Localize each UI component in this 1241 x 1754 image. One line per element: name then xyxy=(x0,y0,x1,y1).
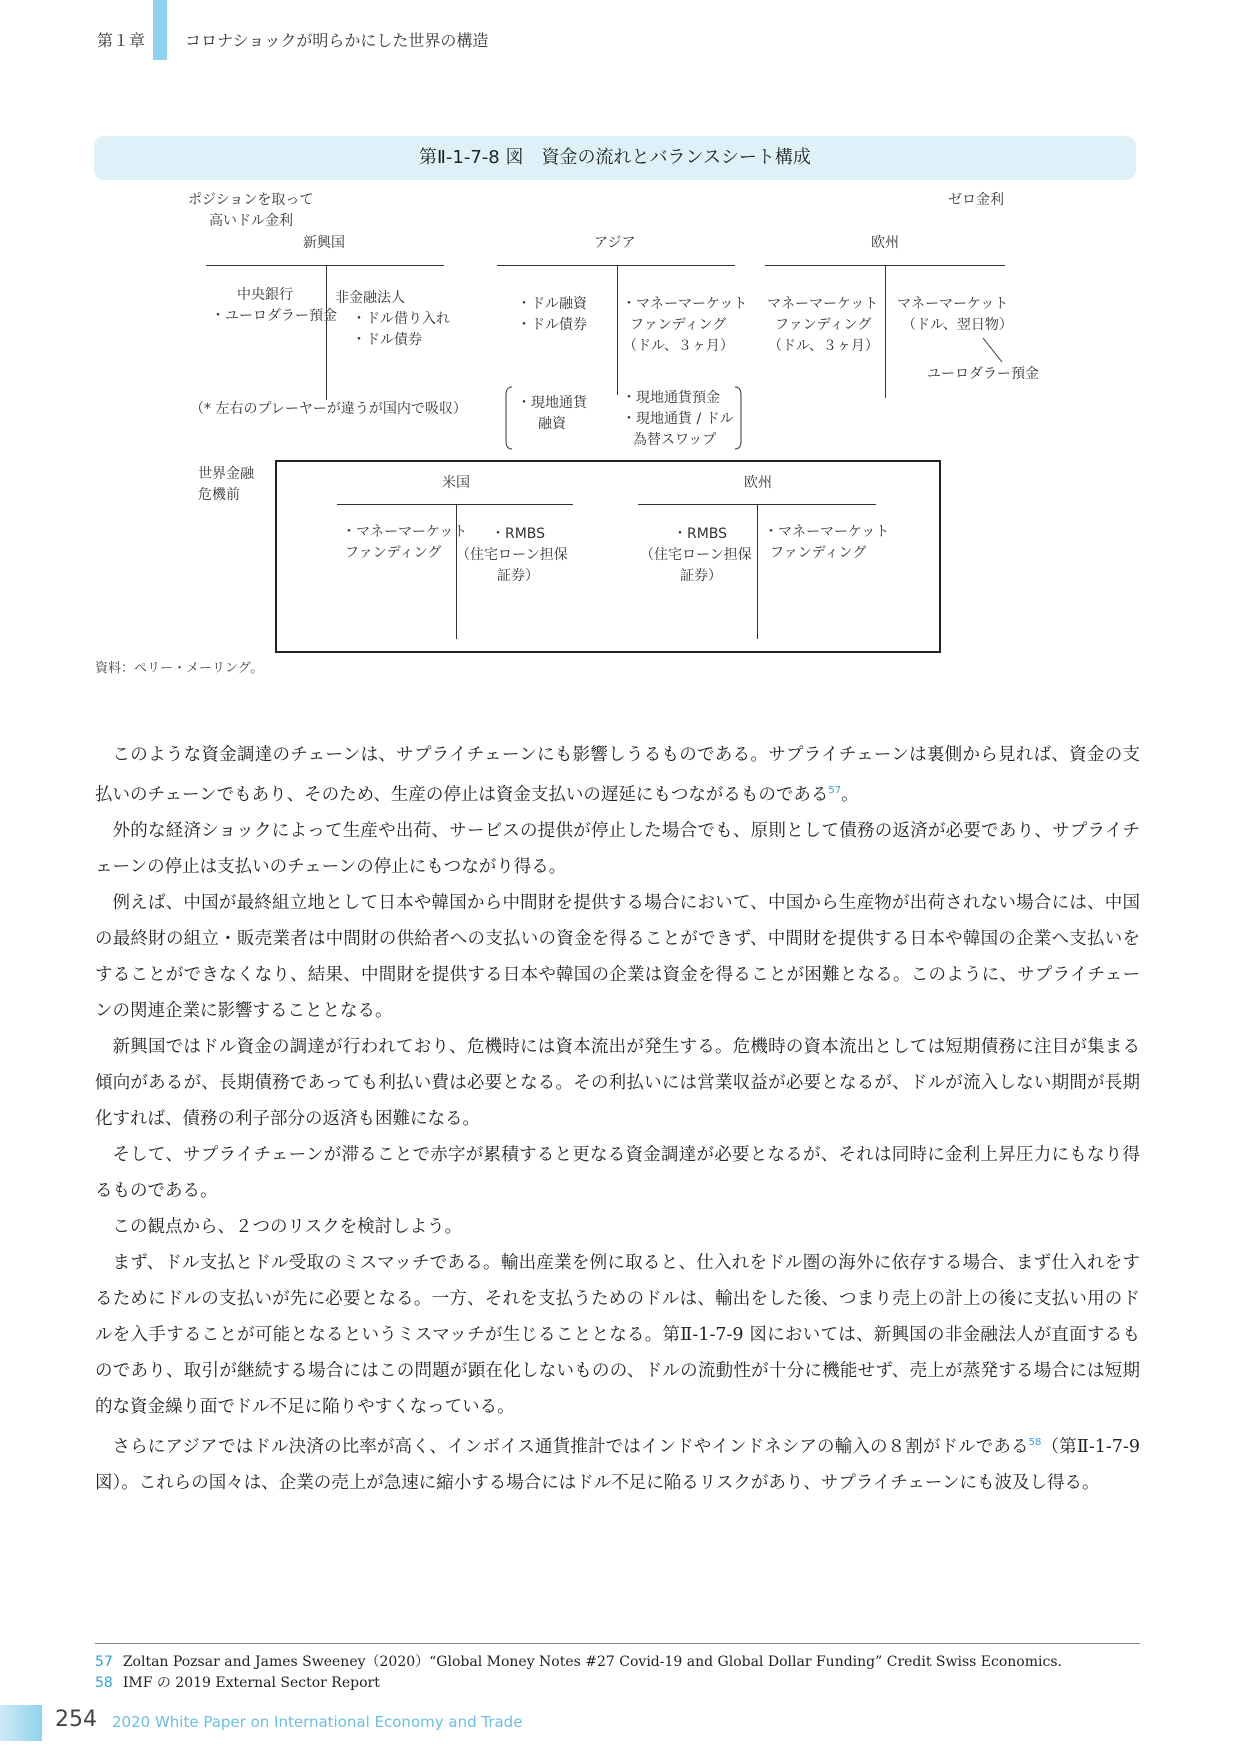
asia-dollar-loans: ・ドル融資 xyxy=(517,296,587,312)
asia-t-line-h xyxy=(497,265,735,266)
us-rmbs-securities: 証券） xyxy=(497,568,539,584)
footnote-text: IMF の 2019 External Sector Report xyxy=(122,1675,380,1691)
emerging-nonfinancial: 非金融法人 xyxy=(335,290,405,306)
paragraph-8 xyxy=(95,1425,1140,1501)
paragraph-6: この観点から、２つのリスクを検討しよう。 xyxy=(112,1216,463,1237)
crisis-label-1: 世界金融 xyxy=(198,466,254,482)
asia-local-deposits: ・現地通貨預金 xyxy=(622,390,720,406)
emerging-note: （* 左右のプレーヤーが違うが国内で吸収） xyxy=(190,401,467,417)
crisis-europe-t-line-v xyxy=(757,504,758,639)
emerging-central-bank: 中央銀行 xyxy=(237,287,293,303)
paragraph-8-text: さらにアジアではドル決済の比率が高く、インボイス通貨推計ではインドやインドネシアの輸入の８割がドルである xyxy=(112,1436,1029,1457)
paragraph-5: そして、サプライチェーンが滞ることで赤字が累積すると更なる資金調達が必要となるが、それは同時に金利上昇圧力にもなり得るものである。 xyxy=(95,1144,1140,1201)
crisis-europe-rmbs-securities: 証券） xyxy=(680,568,722,584)
crisis-europe-money-market: ・マネーマーケット xyxy=(764,524,890,540)
us-rmbs-desc: （住宅ローン担保 xyxy=(456,547,568,563)
asia-dollar-bonds: ・ドル債券 xyxy=(517,317,587,333)
asia-fx-swap: 為替スワップ xyxy=(633,432,717,448)
us-rmbs: ・RMBS xyxy=(491,526,546,542)
us-funding: ファンディング xyxy=(345,545,442,561)
asia-local-currency: ・現地通貨 xyxy=(517,395,587,411)
emerging-t-line-v xyxy=(326,265,327,400)
paragraph-2: 外的な経済ショックによって生産や出荷、サービスの提供が停止した場合でも、原則として債務の返済が必要であり、サプライチェーンの停止は支払いのチェーンの停止にもつながり得る。 xyxy=(95,820,1140,877)
emerging-t-line-h xyxy=(206,265,444,266)
footnote-58 xyxy=(95,1672,380,1692)
asia-region-title: アジア xyxy=(594,235,636,251)
footnote-divider xyxy=(95,1643,1140,1644)
footnote-ref-58[interactable]: 58 xyxy=(1028,1436,1042,1448)
chapter-label: 第１章 xyxy=(97,31,146,50)
us-t-line-h xyxy=(337,504,573,505)
europe-dollar-3m: （ドル、３ヶ月） xyxy=(768,338,879,354)
europe-region-title: 欧州 xyxy=(871,235,899,251)
europe-money-market: マネーマーケット xyxy=(767,296,879,312)
us-region-title: 米国 xyxy=(442,475,470,491)
figure-source: 資料：ペリー・メーリング。 xyxy=(95,661,264,676)
paragraph-1-text: このような資金調達のチェーンは、サプライチェーンにも影響しうるものである。サプライチェーンは裏側から見れば、資金の支払いのチェーンでもあり、そのため、生産の停止は資金支払いの遅延にもつながるものである xyxy=(95,745,1140,805)
zero-rate-label: ゼロ金利 xyxy=(948,192,1004,208)
asia-funding: ファンディング xyxy=(630,317,727,333)
publication-title: 2020 White Paper on International Economy and Trade xyxy=(112,1713,523,1731)
footnote-ref-57[interactable]: 57 xyxy=(828,785,842,796)
europe-t-line-v xyxy=(885,265,886,398)
asia-local-loans: 融資 xyxy=(538,416,566,432)
asia-t-line-v xyxy=(617,265,618,395)
asia-money-market: ・マネーマーケット xyxy=(622,296,748,312)
balance-sheet-diagram xyxy=(0,0,1241,680)
page-number: 254 xyxy=(55,1707,97,1732)
footnote-number: 58 xyxy=(95,1675,113,1691)
asia-local-dollar: ・現地通貨 / ドル xyxy=(622,411,734,427)
us-money-market: ・マネーマーケット xyxy=(342,524,468,540)
paragraph-1-end: 。 xyxy=(841,784,859,805)
body-text xyxy=(95,737,1140,1501)
europe-funding: ファンディング xyxy=(775,317,872,333)
chapter-title: コロナショックが明らかにした世界の構造 xyxy=(185,31,489,50)
asia-dollar-3m: （ドル、３ヶ月） xyxy=(623,338,734,354)
position-label-1: ポジションを取って xyxy=(188,192,314,208)
emerging-eurodollar-deposit: ・ユーロダラー預金 xyxy=(211,308,337,324)
paragraph-3: 例えば、中国が最終組立地として日本や韓国から中間財を提供する場合において、中国から生産物が出荷されない場合には、中国の最終財の組立・販売業者は中間財の供給者への支払いの資金を得ることができず、中間財を提供する日本や韓国の企業へ支払いをすることができなくなり、結果、中間財を提供する日本や韓国の企業は資金を得ることが困難となる。このように、サプライチェーンの関連企業に影響することとなる。 xyxy=(95,892,1140,1021)
paragraph-7: まず、ドル支払とドル受取のミスマッチである。輸出産業を例に取ると、仕入れをドル圏の海外に依存する場合、まず仕入れをするためにドルの支払いが先に必要となる。一方、それを支払うためのドルは、輸出をした後、つまり売上の計上の後に支払い用のドルを入手することが可能となるというミスマッチが生じることとなる。第Ⅱ-1-7-9 図においては、新興国の非金融法人が直面するものであり、取引が継続する場合にはこの問題が顕在化しないものの、ドルの流動性が十分に機能せず、売上が蒸発する場合には短期的な資金繰り面でドル不足に陥りやすくなっている。 xyxy=(95,1252,1140,1417)
crisis-europe-rmbs: ・RMBS xyxy=(673,526,728,542)
emerging-dollar-borrowing: ・ドル借り入れ xyxy=(352,311,450,327)
emerging-dollar-bonds: ・ドル債券 xyxy=(352,332,422,348)
footer-accent xyxy=(0,1705,42,1741)
europe-pointer-line xyxy=(980,335,1010,365)
paragraph-1 xyxy=(95,737,1140,813)
europe-money-market-right: マネーマーケット xyxy=(897,296,1009,312)
paragraph-8-end: （第Ⅱ-1-7-9 図）。これらの国々は、企業の売上が急速に縮小する場合にはドル不足に陥るリスクがあり、サプライチェーンにも波及し得る。 xyxy=(95,1436,1140,1493)
position-label-2: 高いドル金利 xyxy=(209,213,293,229)
emerging-region-title: 新興国 xyxy=(303,235,345,251)
crisis-europe-rmbs-desc: （住宅ローン担保 xyxy=(640,547,752,563)
footnote-number: 57 xyxy=(95,1654,113,1670)
figure-title: 第Ⅱ-1-7-8 図 資金の流れとバランスシート構成 xyxy=(419,147,811,168)
europe-eurodollar-deposit: ユーロダラー預金 xyxy=(927,366,1039,382)
footnote-text: Zoltan Pozsar and James Sweeney（2020）“Global Money Notes #27 Covid-19 and Global Dollar Funding” Credit Swiss Economics. xyxy=(122,1654,1062,1670)
paragraph-4: 新興国ではドル資金の調達が行われており、危機時には資本流出が発生する。危機時の資本流出としては短期債務に注目が集まる傾向があるが、長期債務であっても利払い費は必要となる。その利払いには営業収益が必要となるが、ドルが流入しない期間が長期化すれば、債務の利子部分の返済も困難になる。 xyxy=(95,1036,1140,1129)
crisis-label-2: 危機前 xyxy=(198,487,240,503)
crisis-europe-title: 欧州 xyxy=(744,475,772,491)
footnote-57 xyxy=(95,1651,1062,1671)
europe-dollar-overnight: （ドル、翌日物） xyxy=(902,317,1013,333)
crisis-europe-funding: ファンディング xyxy=(770,545,867,561)
